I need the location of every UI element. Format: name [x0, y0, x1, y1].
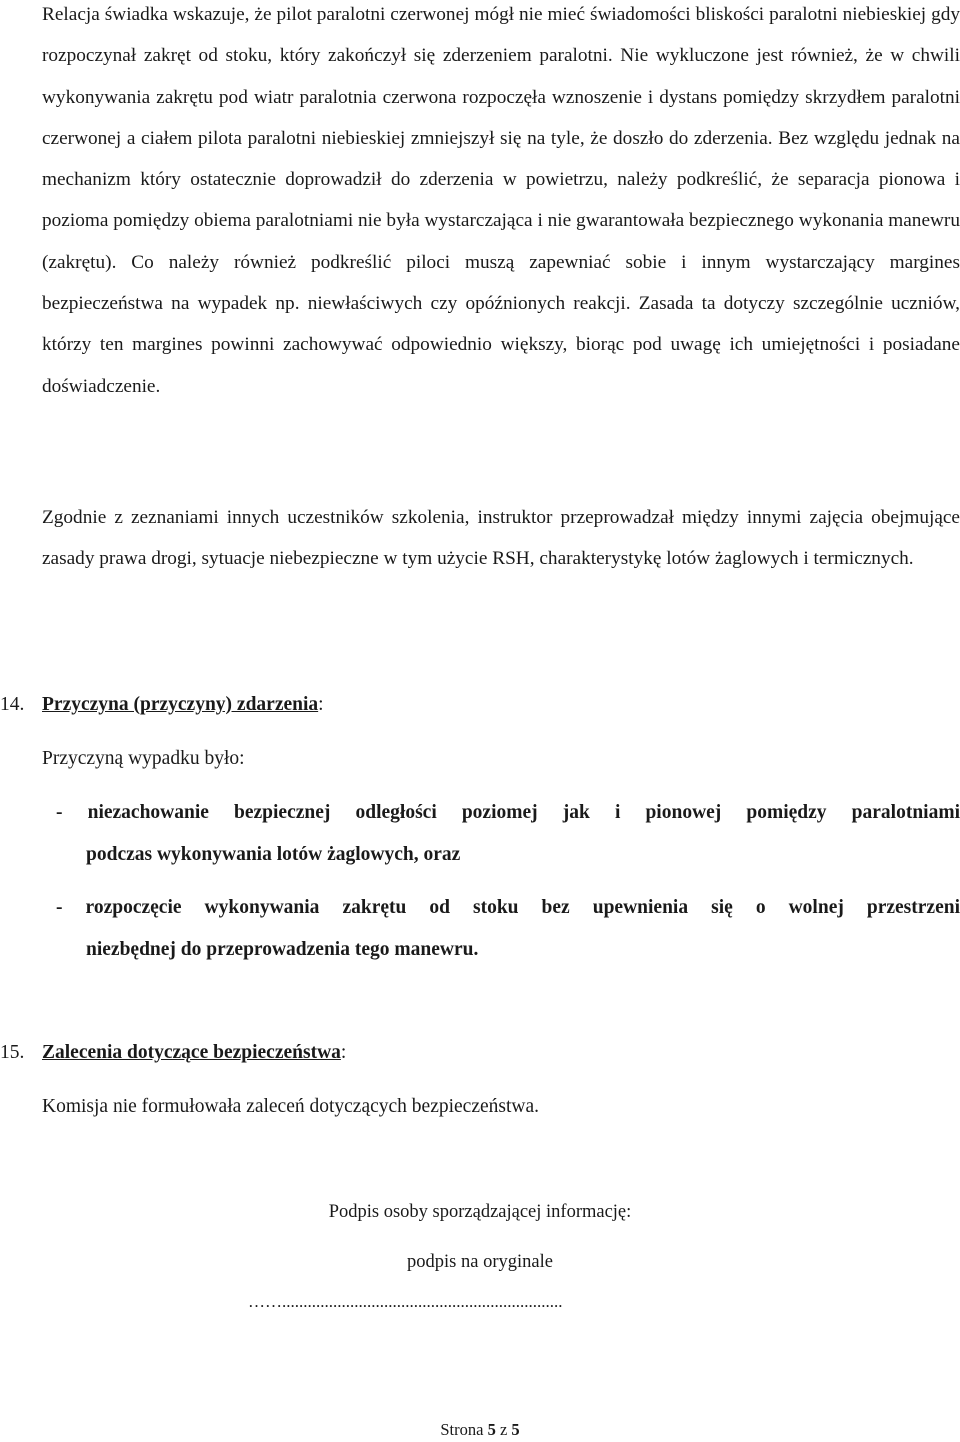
- section-15-number: 15.: [0, 1042, 25, 1063]
- cause-2-line-2: niezbędnej do przeprowadzenia tego manewru.: [86, 939, 479, 960]
- section-14-number: 14.: [0, 694, 25, 715]
- section-15-heading: [0, 1041, 346, 1065]
- section-15-colon: :: [340, 1042, 347, 1063]
- footer-current-page: 5: [487, 1420, 496, 1439]
- signature-label: Podpis osoby sporządzającej informację:: [328, 1202, 632, 1222]
- cause-item-2: [56, 887, 960, 971]
- section-14-title: Przyczyna (przyczyny) zdarzenia: [42, 694, 319, 715]
- cause-1-line-2: podczas wykonywania lotów żaglowych, oraz: [86, 844, 461, 865]
- recommendations-text: Komisja nie formułowała zaleceń dotyczących bezpieczeństwa.: [42, 1096, 540, 1117]
- paragraph-witness-account: Relacja świadka wskazuje, że pilot paralotni czerwonej mógł nie mieć świadomości bliskości paralotni niebieskiej gdy rozpoczynał zakręt od stoku, który zakończył się zderzeniem paralotni. Nie wykluczone jest również, że w chwili wykonywania zakrętu pod wiatr paralotnia czerwona rozpoczęła wznoszenie i dystans pomiędzy skrzydłem paralotni czerwonej a ciałem pilota paralotni niebieskiej zmniejszył się na tyle, że doszło do zderzenia. Bez względu jednak na mechanizm który ostatecznie doprowadził do zderzenia w powietrzu, należy podkreślić, że separacja pionowa i pozioma pomiędzy obiema paralotniami nie była wystarczająca i nie gwarantowała bezpiecznego wykonania manewru (zakrętu). Co należy również podkreślić piloci muszą zapewniać sobie i innym wystarczający margines bezpieczeństwa na wypadek np. niewłaściwych czy opóźnionych reakcji. Zasada ta dotyczy szczególnie uczniów, którzy ten margines powinni zachowywać odpowiednio większy, biorąc pod uwagę ich umiejętności i posiadane doświadczenie.: [42, 4, 960, 397]
- cause-1-line-1: - niezachowanie bezpiecznej odległości poziomej jak i pionowej pomiędzy paralotniami: [56, 802, 960, 823]
- footer-total-pages: 5: [511, 1420, 520, 1439]
- footer-prefix: Strona: [440, 1420, 488, 1439]
- section-14-heading: [0, 693, 324, 717]
- footer-middle: z: [495, 1420, 512, 1439]
- signature-value: podpis na oryginale: [407, 1252, 553, 1272]
- causes-intro: Przyczyną wypadku było:: [42, 748, 245, 769]
- signature-dotted-line: ……..................................................................: [248, 1292, 563, 1311]
- cause-item-1: [56, 792, 960, 876]
- page-footer: [0, 1420, 960, 1440]
- paragraph-training-info: Zgodnie z zeznaniami innych uczestników szkolenia, instruktor przeprowadzał między innymi zajęcia obejmujące zasady prawa drogi, sytuacje niebezpieczne w tym użycie RSH, charakterystykę lotów żaglowych i termicznych.: [42, 507, 960, 569]
- cause-2-line-1: - rozpoczęcie wykonywania zakrętu od stoku bez upewnienia się o wolnej przestrzeni: [56, 897, 960, 918]
- section-14-colon: :: [318, 694, 324, 715]
- section-15-title: Zalecenia dotyczące bezpieczeństwa: [42, 1042, 341, 1063]
